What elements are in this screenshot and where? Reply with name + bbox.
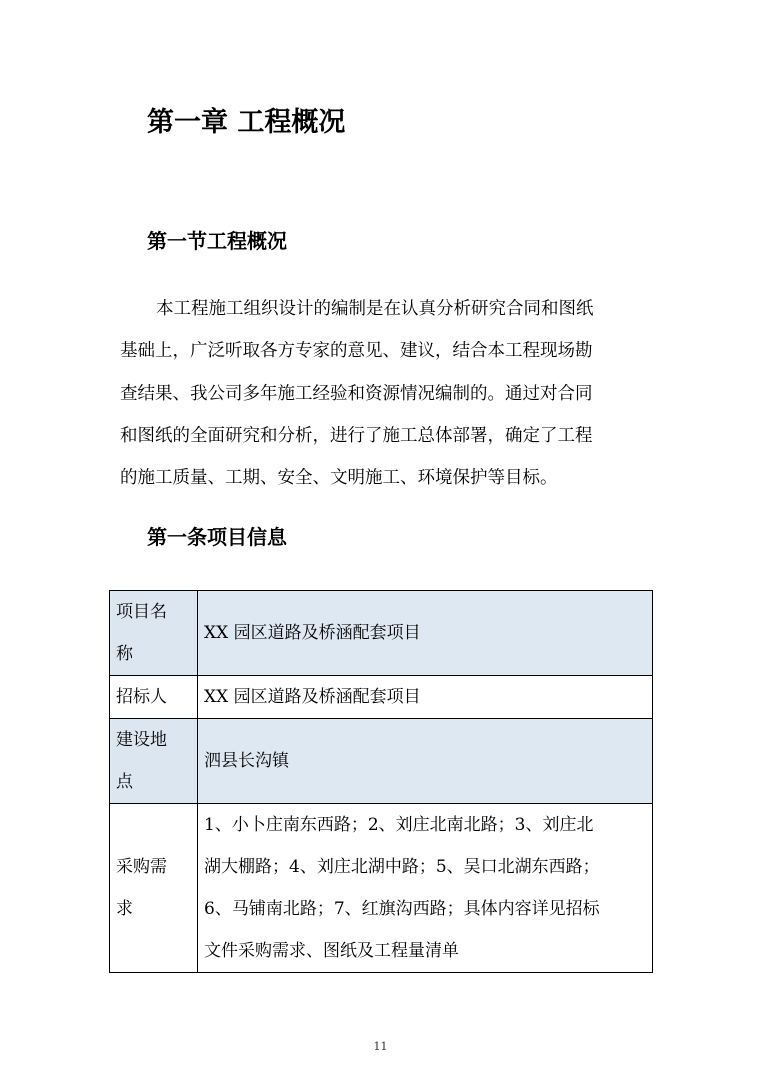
label-text: 采购需 — [116, 857, 167, 877]
table-label-cell — [110, 804, 198, 973]
label-text: 建设地 — [116, 730, 167, 750]
value-text: XX 园区道路及桥涵配套项目 — [204, 687, 421, 707]
table-row-tenderer — [110, 676, 653, 719]
project-info-table — [109, 590, 653, 973]
section-title: 第一节工程概况 — [147, 229, 287, 253]
article-title: 第一条项目信息 — [147, 525, 287, 549]
label-text: 项目名 — [116, 602, 167, 622]
page-number: 11 — [373, 1040, 388, 1053]
table-label-cell — [110, 591, 198, 676]
label-text: 招标人 — [116, 687, 167, 707]
table-value-cell — [198, 591, 653, 676]
table-row-procurement — [110, 804, 653, 973]
label-text: 点 — [116, 772, 133, 792]
value-text: XX 园区道路及桥涵配套项目 — [204, 623, 421, 643]
table-value-cell — [198, 804, 653, 973]
body-paragraph — [120, 288, 640, 499]
table-row-project-name — [110, 591, 653, 676]
value-text: 湖大棚路；4、刘庄北湖中路；5、吴口北湖东西路； — [204, 857, 600, 877]
paragraph-line: 和图纸的全面研究和分析，进行了施工总体部署，确定了工程 — [120, 425, 593, 446]
table-label-cell — [110, 676, 198, 719]
paragraph-line: 基础上，广泛听取各方专家的意见、建议，结合本工程现场勘 — [120, 341, 593, 362]
value-text: 泗县长沟镇 — [204, 751, 289, 771]
paragraph-line: 查结果、我公司多年施工经验和资源情况编制的。通过对合同 — [120, 383, 593, 404]
label-text: 称 — [116, 644, 133, 664]
paragraph-line: 的施工质量、工期、安全、文明施工、环境保护等目标。 — [120, 468, 558, 489]
table-row-location — [110, 719, 653, 804]
chapter-title: 第一章 工程概况 — [147, 107, 346, 138]
value-text: 6、马铺南北路；7、红旗沟西路；具体内容详见招标 — [204, 899, 600, 919]
label-text: 求 — [116, 899, 133, 919]
value-text: 文件采购需求、图纸及工程量清单 — [204, 941, 459, 961]
table-value-cell — [198, 676, 653, 719]
table-value-cell — [198, 719, 653, 804]
value-text: 1、小卜庄南东西路；2、刘庄北南北路；3、刘庄北 — [204, 815, 594, 835]
paragraph-line: 本工程施工组织设计的编制是在认真分析研究合同和图纸 — [156, 299, 594, 319]
table-label-cell — [110, 719, 198, 804]
